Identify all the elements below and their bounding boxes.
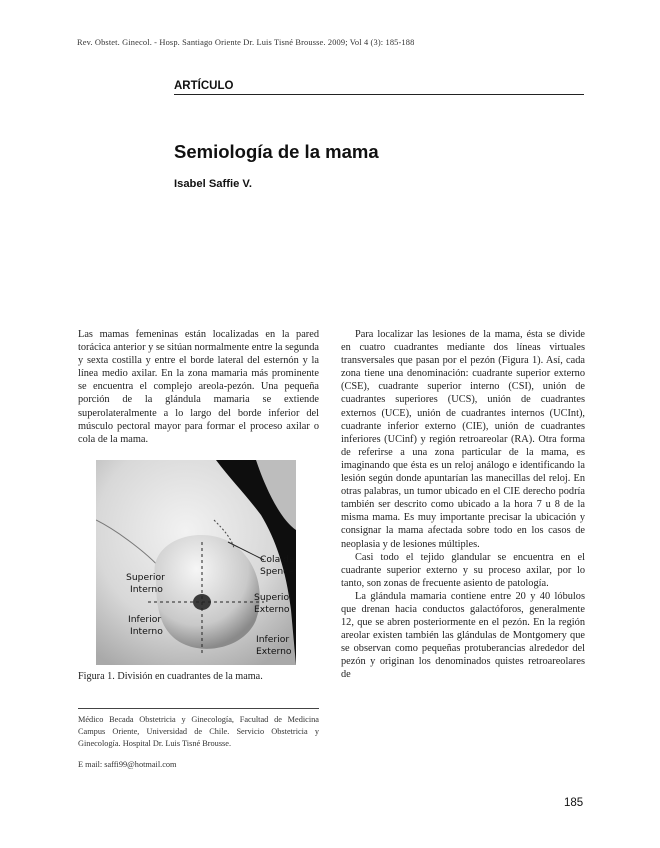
superior-externo-label-1: Superior — [254, 592, 293, 603]
superior-externo-label-2: Externo — [254, 604, 290, 615]
figure-1 — [96, 460, 296, 665]
article-author: Isabel Saffie V. — [174, 178, 252, 190]
page-number: 185 — [564, 797, 584, 809]
section-divider — [174, 94, 584, 95]
running-head: Rev. Obstet. Ginecol. - Hosp. Santiago Oriente Dr. Luis Tisné Brousse. 2009; Vol 4 (3): 185-188 — [77, 38, 415, 47]
footnote-divider — [78, 708, 319, 709]
article-title: Semiología de la mama — [174, 141, 379, 162]
glandular-tissue-paragraph: Casi todo el tejido glandular se encuentra en el cuadrante superior externo y su proceso axilar, por lo tanto, son zonas de frecuente asiento de patología. — [341, 551, 585, 589]
lobules-paragraph: La glándula mamaria contiene entre 20 y 40 lóbulos que drenan hacia conductos galactóforos, generalmente 12, que se abren posteriormente en el pezón. En la región areolar existen también las glándulas de Montgomery que se observan como pequeñas protuberancias alrededor del pezón y originan los denominados quistes retroareolares de — [341, 590, 585, 681]
cola-spencer-label-1: Cola de — [260, 554, 295, 565]
contact-email: E mail: saffi99@hotmail.com — [78, 760, 177, 769]
inferior-interno-label-2: Interno — [130, 626, 163, 637]
inferior-interno-label-1: Inferior — [128, 614, 162, 625]
breast-quadrant-illustration — [96, 460, 296, 665]
right-column — [341, 328, 585, 682]
superior-interno-label-2: Interno — [130, 584, 163, 595]
intro-paragraph: Las mamas femeninas están localizadas en la pared torácica anterior y se sitúan normalmente entre la segunda y sexta costilla y entre el borde lateral del esternón y la línea medio axilar. En la zona mamaria más prominente se encuentra el complejo areola-pezón. Una pequeña porción de la glándula mamaria se extiende superolateralmente a lo largo del borde inferior del músculo pectoral mayor para formar el proceso axilar o cola de la mama. — [78, 329, 319, 445]
cola-spencer-label-2: Spencer — [260, 566, 296, 577]
figure-caption: Figura 1. División en cuadrantes de la mama. — [78, 671, 263, 682]
inferior-externo-label-1: Inferior — [256, 634, 290, 645]
inferior-externo-label-2: Externo — [256, 646, 292, 657]
affiliation-footnote: Médico Becada Obstetricia y Ginecología, Facultad de Medicina Campus Oriente, Universidad de Chile. Servicio Obstetricia y Ginecología. Hospital Dr. Luis Tisné Brousse. — [78, 715, 319, 748]
superior-interno-label-1: Superior — [126, 572, 165, 583]
quadrants-paragraph: Para localizar las lesiones de la mama, ésta se divide en cuatro cuadrantes mediante dos líneas virtuales transversales que pasan por el pezón (Figura 1). Así, cada zona tiene una denominación: cuadrante superior externo (CSE), cuadrante superior interno (CSI), unión de cuadrantes superiores (UCS), unión de cuadrantes externos (UCE), unión de cuadrantes internos (UCInt), cuadrante inferior externo (CIE), unión de cuadrantes inferiores (UCinf) y región retroareolar (RA). Otra forma de referirse a una zona particular de la mama, es imaginando que ésta es un reloj análogo e identificando la lesión según donde apuntarían las manecillas del reloj. En otras palabras, un tumor ubicado en el CIE derecho podría también ser descrito como ubicado a la hora 7 u 8 de la misma mama. Es muy importante precisar la ubicación y consignar la mama afectada sobre todo en los casos de neoplasia y de lesiones múltiples. — [341, 329, 585, 550]
section-label: ARTÍCULO — [174, 80, 234, 92]
